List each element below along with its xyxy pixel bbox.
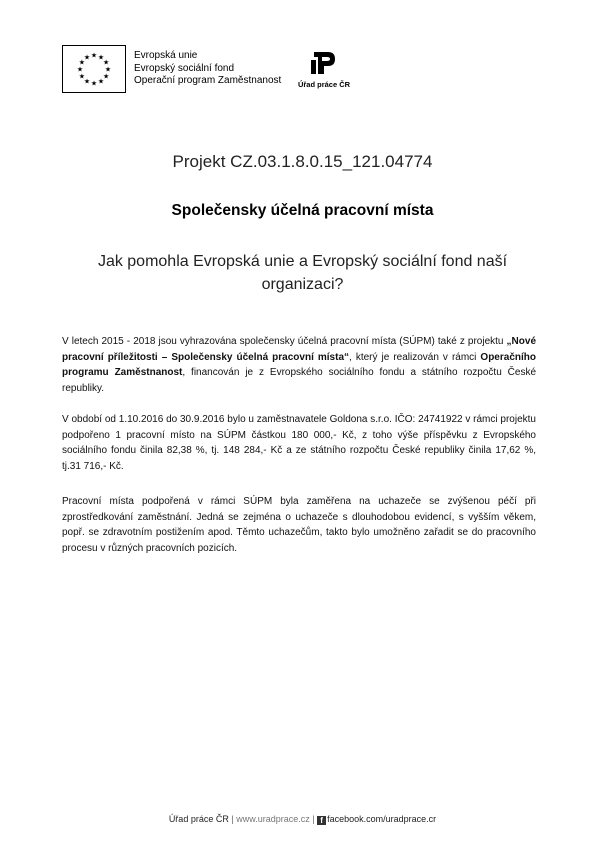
eu-star-icon: ★ bbox=[78, 73, 86, 81]
urad-prace-logo bbox=[289, 48, 359, 92]
eu-star-icon: ★ bbox=[97, 54, 105, 62]
eu-star-icon: ★ bbox=[83, 78, 91, 86]
eu-text-block bbox=[134, 50, 281, 88]
question-heading: Jak pomohla Evropská unie a Evropský sociální fond naší organizaci? bbox=[97, 253, 508, 293]
footer-web-link[interactable]: www.uradprace.cz bbox=[236, 814, 310, 824]
paragraph-target-group: Pracovní místa podpořená v rámci SÚPM byla zaměřena na uchazeče se zvýšenou péčí při zprostředkování zaměstnání. Jedná se zejména o uchazeče s dlouhodobou evidencí, s vyšším věkem, popř. se zdravotním postižením apod. Těmto uchazečům, takto bylo umožněno zařadit se do pracovního procesu v různých pracovních pozicích. bbox=[62, 496, 536, 554]
eu-line-3: Operační program Zaměstnanost bbox=[134, 75, 282, 86]
eu-line-2: Evropský sociální fond bbox=[134, 62, 235, 74]
urad-prace-logo-icon bbox=[289, 48, 359, 78]
eu-flag-icon bbox=[62, 45, 126, 93]
footer-separator-2: | bbox=[312, 814, 315, 824]
eu-star-icon: ★ bbox=[83, 54, 91, 62]
intro-text-2: , který je realizován v rámci bbox=[349, 351, 481, 363]
footer-separator-1: | bbox=[231, 814, 234, 824]
eu-star-icon: ★ bbox=[102, 73, 110, 81]
eu-star-icon: ★ bbox=[97, 78, 105, 86]
eu-star-icon: ★ bbox=[78, 59, 86, 67]
footer-facebook-link[interactable]: facebook.com/uradprace.cr bbox=[327, 814, 437, 824]
footer bbox=[0, 814, 605, 825]
page-title: Společensky účelná pracovní místa bbox=[171, 202, 434, 219]
facebook-icon: f bbox=[317, 816, 326, 825]
eu-star-icon: ★ bbox=[104, 66, 112, 74]
intro-text-1: V letech 2015 - 2018 jsou vyhrazována společensky účelná pracovní místa (SÚPM) také z projektu bbox=[62, 336, 507, 347]
eu-star-icon: ★ bbox=[90, 52, 98, 60]
paragraph-intro bbox=[62, 334, 536, 396]
intro-text-3: , financován je z Evropského sociálního fondu a státního rozpočtu České republiky. bbox=[62, 367, 536, 394]
intro-project-name: „Nové pracovní příležitosti – Společensky účelná pracovní místa“ bbox=[62, 336, 536, 363]
eu-star-icon: ★ bbox=[76, 66, 84, 74]
eu-line-1: Evropská unie bbox=[134, 50, 198, 61]
intro-program-name: Operačního programu Zaměstnanost bbox=[62, 351, 536, 378]
footer-org: Úřad práce ČR bbox=[168, 814, 229, 824]
eu-star-icon: ★ bbox=[102, 59, 110, 67]
urad-prace-caption: Úřad práce ČR bbox=[297, 80, 351, 89]
paragraph-funding: V období od 1.10.2016 do 30.9.2016 bylo u zaměstnavatele Goldona s.r.o. IČO: 24741922 v rámci projektu podpořeno 1 pracovní místo na SÚPM částkou 180 000,- Kč, z toho výše příspěvku z Evropského sociálního fondu činila 82,38 %, tj. 148 284,- Kč a ze státního rozpočtu České republiky činila 17,62 %, tj.31 716,- Kč. bbox=[62, 414, 536, 472]
project-id: Projekt CZ.03.1.8.0.15_121.04774 bbox=[172, 152, 433, 171]
eu-star-icon: ★ bbox=[90, 80, 98, 88]
